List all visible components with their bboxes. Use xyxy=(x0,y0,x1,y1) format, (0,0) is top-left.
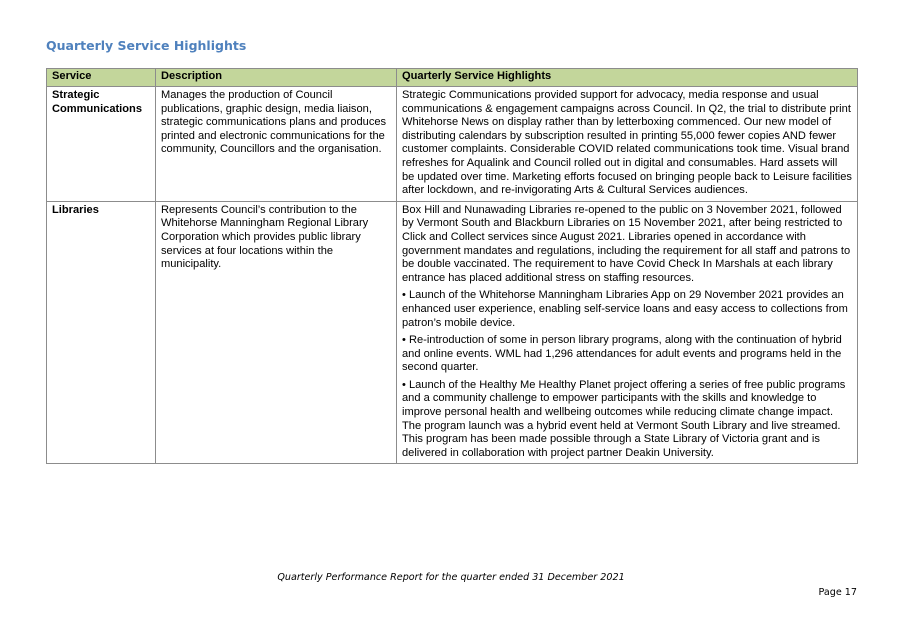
description-cell: Represents Council’s contribution to the Whitehorse Manningham Regional Library Corporation which provides public library services at four locations within the municipality. xyxy=(156,201,397,464)
highlights-cell xyxy=(397,201,858,464)
header-highlights: Quarterly Service Highlights xyxy=(397,69,858,87)
service-cell: Strategic Communications xyxy=(47,87,156,202)
header-service: Service xyxy=(47,69,156,87)
report-footer: Quarterly Performance Report for the quarter ended 31 December 2021 xyxy=(277,572,625,583)
description-cell: Manages the production of Council publications, graphic design, media liaison, strategic communications plans and produces printed and electronic communications for the community, Councillors and the organisation. xyxy=(156,87,397,202)
highlight-paragraph: Box Hill and Nunawading Libraries re-opened to the public on 3 November 2021, followed by Vermont South and Blackburn Libraries on 15 November 2021, after being restricted to Click and Collect services since August 2021. Libraries opened in accordance with government mandates and regulations, including the requirement for all staff and patrons to be double vaccinated. The requirement to have Covid Check In Marshals at each library entrance has placed additional stress on staffing resources. xyxy=(402,203,851,284)
highlight-paragraph: Strategic Communications provided support for advocacy, media response and usual communications & engagement campaigns across Council. In Q2, the trial to distribute print Whitehorse News on display rather than by letterboxing commenced. Our new model of distributing calendars by subscription resulted in printing 55,000 fewer copies AND fewer customer complaints. Considerable COVID related communications took time. Visual brand refreshes for Aqualink and Council rolled out in digital and consumables. Hard assets will be updated over time. Marketing efforts focused on bringing people back to Leisure facilities after lockdown, and re-invigorating Arts & Cultural Services audiences. xyxy=(402,89,852,197)
highlight-paragraph: • Launch of the Whitehorse Manningham Libraries App on 29 November 2021 provides an enhanced user experience, enabling self-service loans and easy access to collections from patron’s mobile device. xyxy=(402,289,848,329)
service-cell: Libraries xyxy=(47,201,156,464)
table-row xyxy=(47,87,858,202)
page-number: Page 17 xyxy=(818,587,857,598)
service-highlights-table xyxy=(46,68,858,464)
highlight-paragraph: • Launch of the Healthy Me Healthy Planet project offering a series of free public programs and a community challenge to empower participants with the skills and knowledge to improve personal health and wellbeing outcomes while reducing climate change impact. The program launch was a hybrid event held at Vermont South Library and live streamed. This program has been made possible through a State Library of Victoria grant and is delivered in collaboration with project partner Deakin University. xyxy=(402,378,846,459)
highlight-paragraph: • Re-introduction of some in person library programs, along with the continuation of hybrid and online events. WML had 1,296 attendances for adult events and programs held in the second quarter. xyxy=(402,334,842,374)
page-heading: Quarterly Service Highlights xyxy=(46,38,247,53)
header-description: Description xyxy=(156,69,397,87)
table-header-row xyxy=(47,69,858,87)
table-row xyxy=(47,201,858,464)
highlights-cell xyxy=(397,87,858,202)
